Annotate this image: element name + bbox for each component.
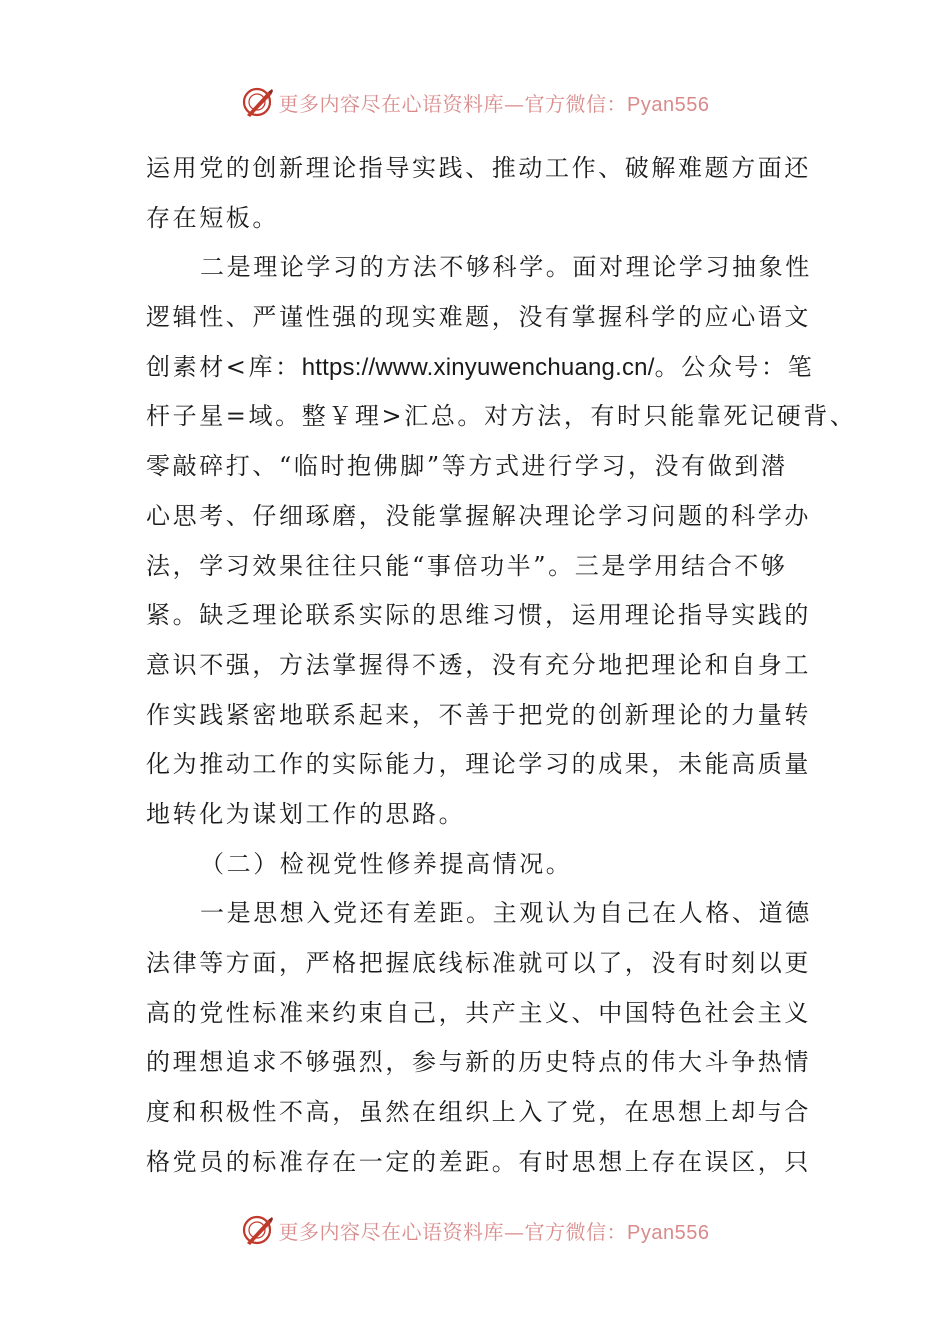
text-line: 法律等方面，严格把握底线标准就可以了，没有时刻以更 bbox=[146, 949, 811, 977]
section-heading: （二）检视党性修养提高情况。 bbox=[200, 849, 573, 878]
header-banner bbox=[0, 80, 950, 124]
text-line: 逻辑性、严谨性强的现实难题，没有掌握科学的应心语文 bbox=[146, 303, 811, 332]
text-line: 一是思想入党还有差距。主观认为自己在人格、道德 bbox=[200, 899, 812, 928]
footer-banner bbox=[0, 1208, 950, 1252]
header-wechat-id: Pyan556 bbox=[627, 93, 710, 116]
pen-logo-icon bbox=[241, 1213, 275, 1247]
pen-logo-icon bbox=[241, 85, 275, 119]
text-line: 高的党性标准来约束自己，共产主义、中国特色社会主义 bbox=[146, 998, 811, 1027]
text-line: 法，学习效果往往只能“事倍功半”。三是学用结合不够 bbox=[146, 551, 788, 580]
text-line: 的理想追求不够强烈，参与新的历史特点的伟大斗争热情 bbox=[146, 1048, 811, 1077]
header-banner-text: 更多内容尽在心语资料库—官方微信：Pyan556 bbox=[278, 91, 710, 116]
text-line: 存在短板。 bbox=[146, 203, 279, 232]
text-line: 零敲碎打、“临时抱佛脚”等方式进行学习，没有做到潜 bbox=[146, 452, 788, 481]
text-line-with-url: 创素材<库：https://www.xinyuwenchuang.cn/。公众号：笔 bbox=[146, 352, 815, 381]
document-body bbox=[146, 144, 857, 1187]
text-line: 作实践紧密地联系起来，不善于把党的创新理论的力量转 bbox=[146, 700, 811, 729]
text-line: 二是理论学习的方法不够科学。面对理论学习抽象性 bbox=[200, 253, 812, 282]
footer-banner-text: 更多内容尽在心语资料库—官方微信：Pyan556 bbox=[278, 1219, 710, 1244]
text-line: 杆子星=域。整￥理>汇总。对方法，有时只能靠死记硬背、 bbox=[146, 402, 857, 431]
text-line: 地转化为谋划工作的思路。 bbox=[146, 799, 466, 828]
text-line: 度和积极性不高，虽然在组织上入了党，在思想上却与合 bbox=[146, 1098, 811, 1127]
text-line: 运用党的创新理论指导实践、推动工作、破解难题方面还 bbox=[146, 154, 811, 182]
text-line: 紧。缺乏理论联系实际的思维习惯，运用理论指导实践的 bbox=[146, 601, 811, 630]
text-line: 格党员的标准存在一定的差距。有时思想上存在误区，只 bbox=[146, 1147, 811, 1176]
footer-wechat-id: Pyan556 bbox=[627, 1221, 710, 1244]
website-url: https://www.xinyuwenchuang.cn/ bbox=[301, 353, 655, 381]
text-line: 心思考、仔细琢磨，没能掌握解决理论学习问题的科学办 bbox=[146, 501, 811, 530]
text-line: 化为推动工作的实际能力，理论学习的成果，未能高质量 bbox=[146, 750, 811, 779]
text-line: 意识不强，方法掌握得不透，没有充分地把理论和自身工 bbox=[146, 650, 811, 679]
